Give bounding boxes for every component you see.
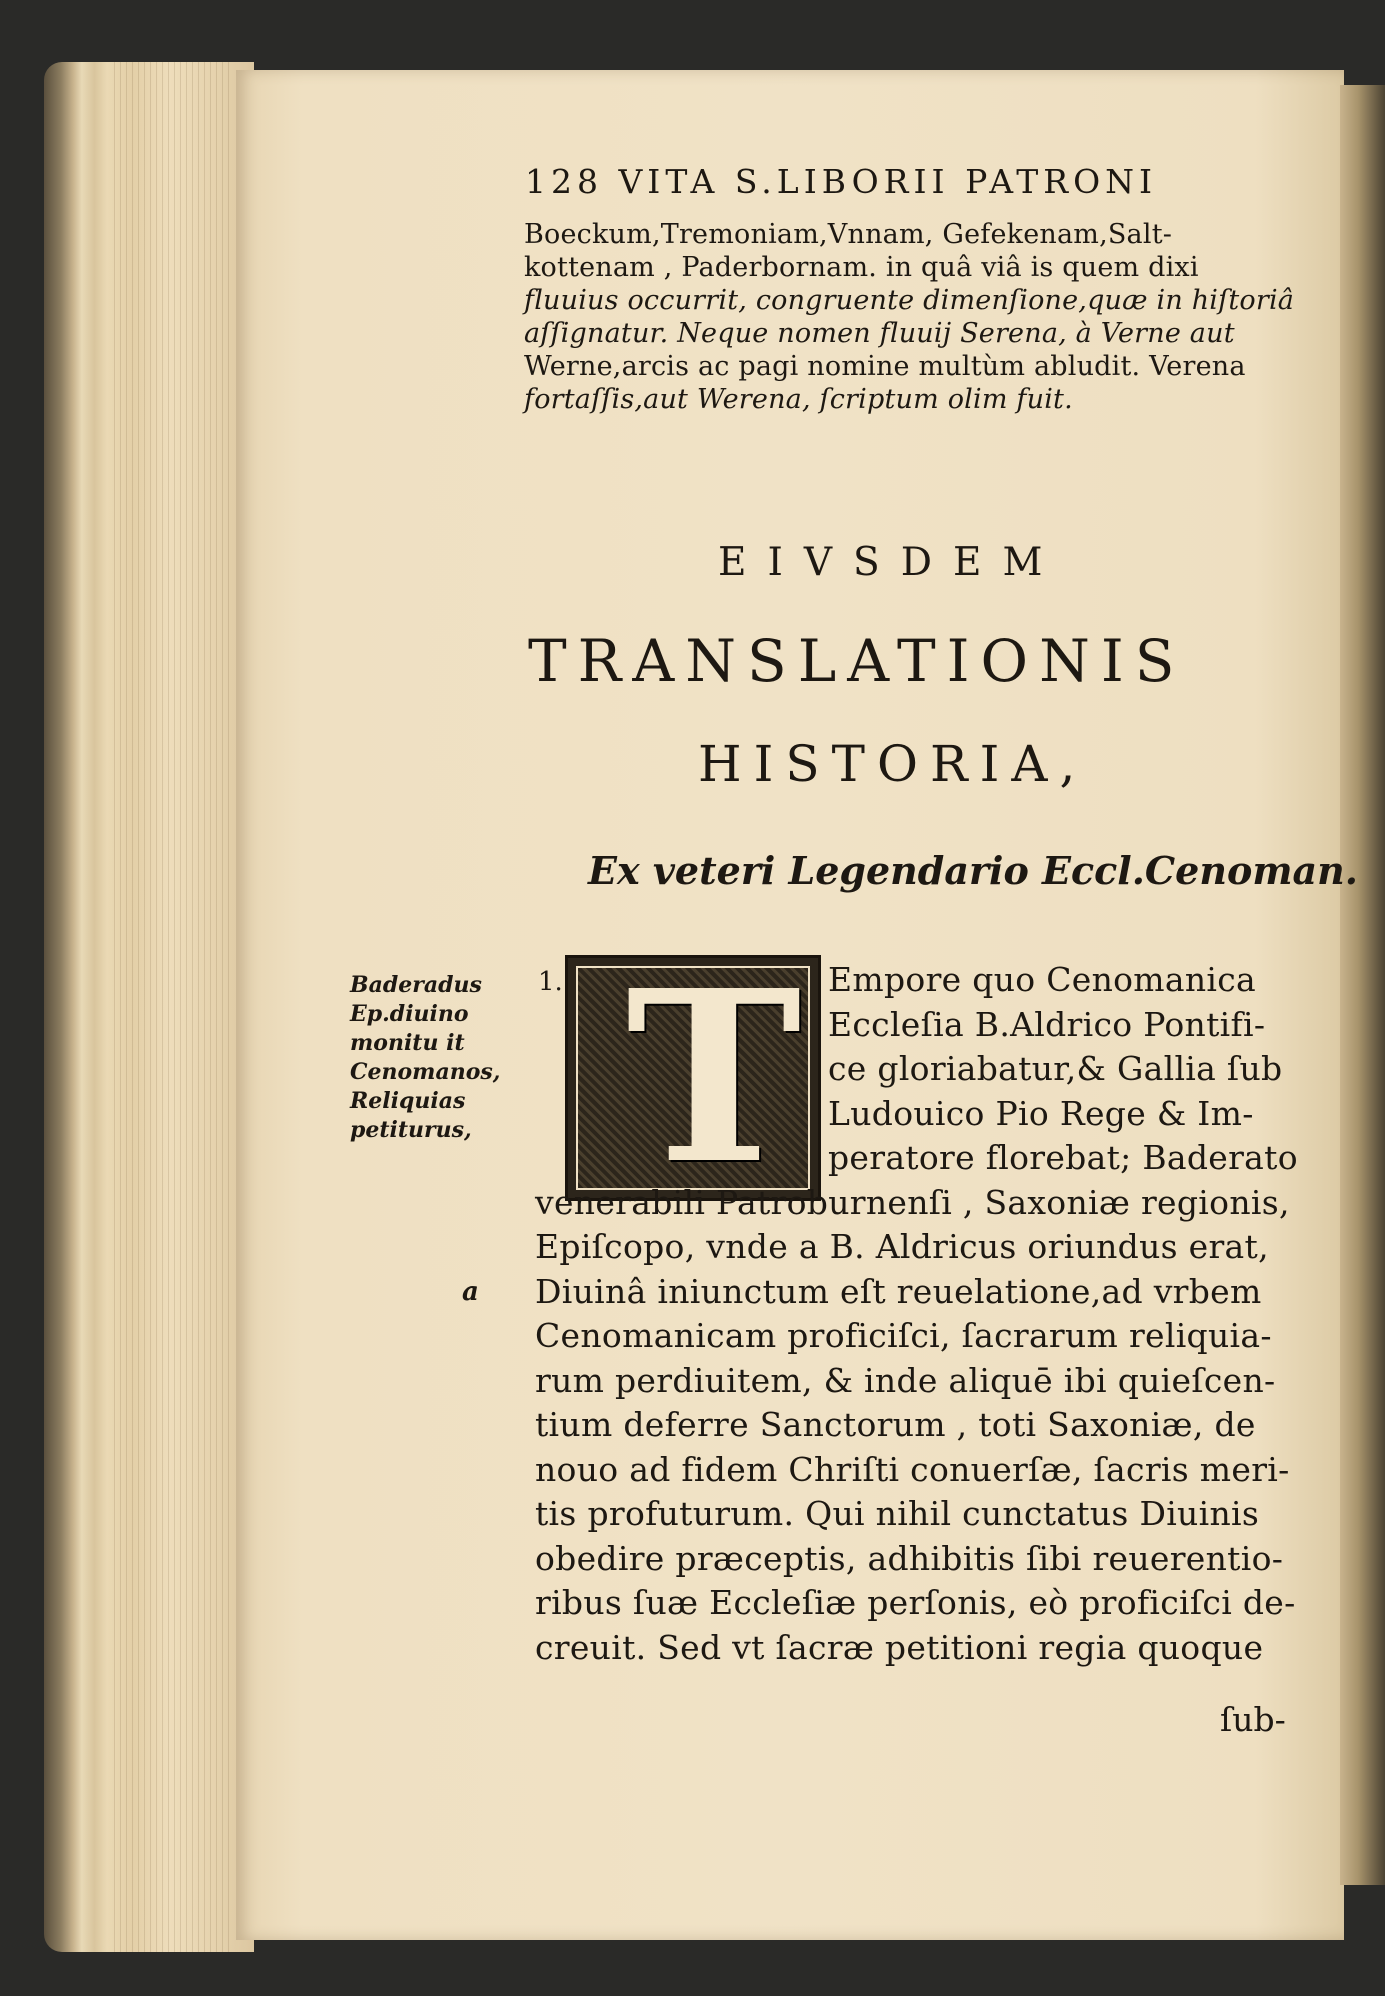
margin-note-line: monitu it: [350, 1030, 465, 1056]
margin-note-line: Reliquias: [350, 1088, 466, 1114]
body-line: Ludouico Pio Rege & Im-: [828, 1093, 1254, 1133]
preface-line: kottenam , Paderbornam. in quâ viâ is quem dixi: [524, 252, 1199, 283]
initial-letter: T: [626, 938, 802, 1216]
body-line: peratore florebat; Baderato: [828, 1138, 1298, 1177]
margin-note-line: Ep.diuino: [350, 1001, 469, 1027]
book-page-edges: [44, 62, 254, 1952]
heading-historia: HISTORIA,: [698, 735, 1088, 793]
margin-note-line: Baderadus: [350, 972, 482, 998]
body-line: Empore quo Cenomanica: [828, 960, 1257, 999]
body-line: Epiſcopo, vnde a B. Aldricus oriundus erat,: [535, 1227, 1269, 1266]
body-line: tium deferre Sanctorum , toti Saxoniæ, de: [535, 1405, 1256, 1444]
section-number: 1.: [538, 967, 563, 997]
body-line: rum perdiuitem, & inde aliquē ibi quieſcen-: [535, 1360, 1276, 1400]
preface-line: fluuius occurrit, congruente dimenſione,quæ in hiſtoriâ: [524, 285, 1295, 316]
body-line: Cenomanicam proficiſci, ſacrarum reliquia-: [535, 1316, 1272, 1355]
heading-source: Ex veteri Legendario Eccl.Cenoman.: [588, 848, 1359, 893]
margin-note-line: petiturus,: [350, 1117, 472, 1143]
marginal-mark: a: [462, 1277, 479, 1307]
body-line: Eccleſia B.Aldrico Pontifi-: [828, 1004, 1266, 1044]
heading-eiusdem: EIVSDEM: [718, 540, 1064, 585]
margin-note-line: Cenomanos,: [350, 1059, 501, 1085]
body-line: venerabili Patroburnenſi , Saxoniæ regionis,: [535, 1182, 1290, 1222]
body-line: tis profuturum. Qui nihil cunctatus Diuinis: [535, 1494, 1260, 1533]
body-line: ribus ſuæ Eccleſiæ perſonis, eò proficiſci de-: [535, 1583, 1296, 1622]
binding-strip: [1340, 85, 1385, 1885]
preface-line: Boeckum,Tremoniam,Vnnam, Gefekenam,Salt-: [524, 219, 1173, 250]
body-line: creuit. Sed vt ſacræ petitioni regia quoque: [535, 1627, 1264, 1667]
decorated-initial: [565, 938, 821, 1216]
preface-line: Werne,arcis ac pagi nomine multùm abludit. Verena: [524, 351, 1246, 382]
catchword: ſub-: [1220, 1700, 1286, 1739]
preface-line: aſſignatur. Neque nomen fluuij Serena, à Verne aut: [524, 318, 1235, 349]
body-line: Diuinâ iniunctum eſt reuelatione,ad vrbem: [535, 1271, 1262, 1311]
preface-line: fortaſſis,aut Werena, ſcriptum olim fuit.: [524, 384, 1073, 415]
body-line: obedire præceptis, adhibitis ſibi reuerentio-: [535, 1538, 1284, 1578]
heading-translationis: TRANSLATIONIS: [528, 627, 1186, 695]
body-line: nouo ad fidem Chriſti conuerſæ, ſacris meri-: [535, 1449, 1290, 1489]
body-line: ce gloriabatur,& Gallia ſub: [828, 1049, 1283, 1088]
running-header: 128 VITA S.LIBORII PATRONI: [525, 162, 1158, 201]
